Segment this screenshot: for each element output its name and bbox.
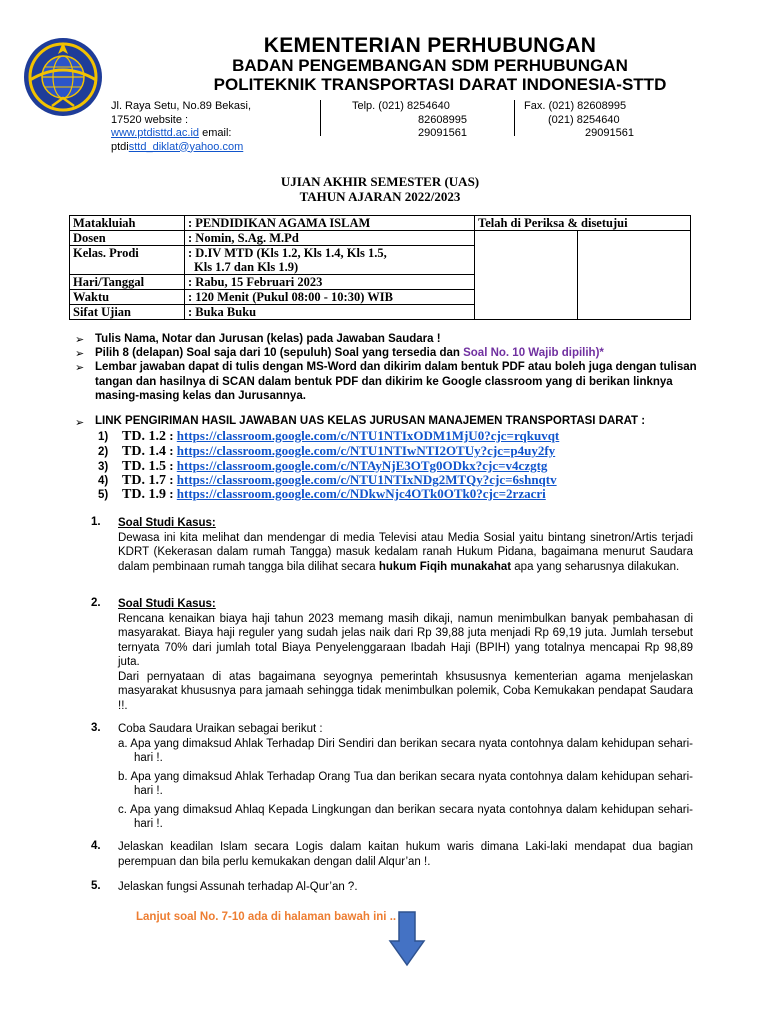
question-2 bbox=[118, 597, 693, 713]
lecturer-label: Dosen bbox=[70, 231, 185, 246]
link-item: 4) TD. 1.7 : https://classroom.google.com/c/NTU1NTIxNDg2MTQy?cjc=6shnqtv bbox=[98, 472, 557, 488]
date-value: : Rabu, 15 Februari 2023 bbox=[185, 275, 475, 290]
course-value: : PENDIDIKAN AGAMA ISLAM bbox=[185, 216, 475, 231]
exam-title-line-2: TAHUN AJARAN 2022/2023 bbox=[299, 189, 461, 204]
links-heading: LINK PENGIRIMAN HASIL JAWABAN UAS KELAS JURUSAN MANAJEMEN TRANSPORTASI DARAT : bbox=[95, 415, 646, 427]
website-line: www.ptdisttd.ac.id email: bbox=[111, 127, 232, 139]
question-heading: Soal Studi Kasus: bbox=[118, 517, 216, 529]
question-number: 4. bbox=[91, 840, 101, 852]
question-number: 2. bbox=[91, 597, 101, 609]
continue-note: Lanjut soal No. 7-10 ada di halaman bawah ini .. bbox=[136, 911, 397, 923]
exam-type-value: : Buka Buku bbox=[185, 305, 475, 320]
link-item: 3) TD. 1.5 : https://classroom.google.com/c/NTAyNjE3OTg0ODkx?cjc=v4czgtg bbox=[98, 458, 548, 474]
link-item: 2) TD. 1.4 : https://classroom.google.com/c/NTU1NTIwNTI2OTUy?cjc=p4uy2fy bbox=[98, 443, 556, 459]
time-value: : 120 Menit (Pukul 08:00 - 10:30) WIB bbox=[185, 290, 475, 305]
kemenhub-logo bbox=[22, 36, 104, 118]
exam-info-table bbox=[69, 215, 691, 320]
question-1 bbox=[118, 516, 693, 574]
classroom-link[interactable]: https://classroom.google.com/c/NDkwNjc4OTk0OTk0?cjc=2rzacri bbox=[176, 486, 546, 501]
header-divider-2 bbox=[514, 100, 515, 136]
email-link[interactable]: sttd_diklat@yahoo.com bbox=[128, 140, 244, 153]
question-5: Jelaskan fungsi Assunah terhadap Al-Qur’an ?. bbox=[118, 881, 358, 893]
exam-title bbox=[200, 174, 560, 204]
link-item: 1) TD. 1.2 : https://classroom.google.com/c/NTU1NTIxODM1MjU0?cjc=rqkuvqt bbox=[98, 428, 560, 444]
instruction-2: Pilih 8 (delapan) Soal saja dari 10 (sepuluh) Soal yang tersedia dan Soal No. 10 Wajib dipilih)* bbox=[95, 347, 604, 359]
classroom-link[interactable]: https://classroom.google.com/c/NTAyNjE3OTg0ODkx?cjc=v4czgtg bbox=[176, 458, 548, 473]
approval-label: Telah di Periksa & disetujui bbox=[475, 216, 691, 231]
question-2-paragraph-1: Rencana kenaikan biaya haji tahun 2023 memang masih dikaji, namun menimbulkan banyak pembahasan di masyarakat. Biaya haji reguler yang sudah jelas naik dari Rp 39,88 juta menjadi Rp 69,19 juta. Jumlah tersebut ternyata 70% dari jumlah total Biaya Penyelenggaraan Ibadah Haji (BPIH) yang totalnya mencapai Rp 98,89 juta. bbox=[118, 612, 693, 668]
telp-line-2: 82608995 bbox=[418, 113, 467, 126]
question-heading: Soal Studi Kasus: bbox=[118, 598, 216, 610]
question-2-paragraph-2: Dari pernyataan di atas bagaimana seyognya pemerintah khsususnya kementerian agama menjelaskan masyarakat khususnya para jamaah sehingga tidak menimbulkan polemik, Coba Kemukakan pendapat Saudara !!. bbox=[118, 670, 693, 712]
down-arrow-icon bbox=[388, 911, 426, 967]
instruction-1: Tulis Nama, Notar dan Jurusan (kelas) pada Jawaban Saudara ! bbox=[95, 333, 441, 345]
ministry-title: KEMENTERIAN PERHUBUNGAN bbox=[263, 34, 597, 57]
class-value-line-2: Kls 1.7 dan Kls 1.9) bbox=[194, 260, 299, 274]
question-1-text: Dewasa ini kita melihat dan mendengar di media Televisi atau Media Sosial yaitu bintang sinetron/Artis terjadi KDRT (Kekerasan dalam rumah Tangga) masuk kedalam ranah Hukum Pidana, bagaimana menurut Saudara dalam pembinaan rumah tangga bila dilihat secara hukum Fiqih munakahat apa yang seharusnya dilakukan. bbox=[118, 531, 693, 573]
date-label: Hari/Tanggal bbox=[70, 275, 185, 290]
exam-type-label: Sifat Ujian bbox=[70, 305, 185, 320]
class-value bbox=[185, 246, 475, 275]
fax-line-2: (021) 8254640 bbox=[548, 113, 620, 126]
link-item: 5) TD. 1.9 : https://classroom.google.com/c/NDkwNjc4OTk0OTk0?cjc=2rzacri bbox=[98, 486, 546, 502]
time-label: Waktu bbox=[70, 290, 185, 305]
telp-line-3: 29091561 bbox=[418, 127, 467, 139]
classroom-link[interactable]: https://classroom.google.com/c/NTU1NTIwNTI2OTUy?cjc=p4uy2fy bbox=[176, 443, 556, 458]
fax-line-1: Fax. (021) 82608995 bbox=[524, 100, 627, 112]
telp-line-1: Telp. (021) 8254640 bbox=[352, 100, 450, 112]
approval-box-right bbox=[578, 231, 691, 320]
telephone-block bbox=[352, 100, 482, 141]
header-divider-1 bbox=[320, 100, 321, 136]
question-4: Jelaskan keadilan Islam secara Logis dalam kaitan hukum waris dimana Laki-laki mendapat dua bagian perempuan dan bila perlu kemukakan dengan dalil Alqur’an !. bbox=[118, 841, 693, 868]
approval-box-left bbox=[475, 231, 578, 320]
question-3-a: a. Apa yang dimaksud Ahlak Terhadap Diri Sendiri dan berikan secara nyata contohnya dalam kehidupan sehari-hari !. bbox=[118, 737, 693, 764]
lecturer-value: : Nomin, S.Ag. M.Pd bbox=[185, 231, 475, 246]
address-line-1: Jl. Raya Setu, No.89 Bekasi, bbox=[111, 100, 252, 112]
question-number: 3. bbox=[91, 722, 101, 734]
bullet-arrow-icon: ➢ bbox=[75, 348, 85, 360]
class-label: Kelas. Prodi bbox=[70, 246, 185, 275]
question-number: 1. bbox=[91, 516, 101, 528]
instruction-3: Lembar jawaban dapat di tulis dengan MS-Word dan dikirim dalam bentuk PDF atau boleh juga dengan tulisan tangan dan hasilnya di SCAN dalam bentuk PDF dan dikirim ke Google classroom yang di berikan linknya masing-masing kelas dan Jurusannya. bbox=[95, 361, 697, 402]
bullet-arrow-icon: ➢ bbox=[75, 417, 85, 429]
email-line: ptdisttd_diklat@yahoo.com bbox=[111, 140, 244, 153]
agency-title: BADAN PENGEMBANGAN SDM PERHUBUNGAN bbox=[232, 56, 628, 75]
class-value-line-1: : D.IV MTD (Kls 1.2, Kls 1.4, Kls 1.5, bbox=[188, 246, 387, 260]
website-link[interactable]: www.ptdisttd.ac.id bbox=[111, 127, 200, 139]
classroom-link[interactable]: https://classroom.google.com/c/NTU1NTIxNDg2MTQy?cjc=6shnqtv bbox=[176, 472, 557, 487]
course-label: Matakluiah bbox=[70, 216, 185, 231]
mandatory-note: Soal No. 10 Wajib dipilih)* bbox=[463, 347, 604, 359]
address-line-2: 17520 website : bbox=[111, 113, 189, 126]
fax-block bbox=[524, 100, 674, 141]
question-3-c: c. Apa yang dimaksud Ahlaq Kepada Lingkungan dan berikan secara nyata contohnya dalam kehidupan sehari-hari !. bbox=[118, 803, 693, 830]
classroom-link[interactable]: https://classroom.google.com/c/NTU1NTIxODM1MjU0?cjc=rqkuvqt bbox=[176, 428, 560, 443]
question-3-intro: Coba Saudara Uraikan sebagai berikut : bbox=[118, 723, 323, 735]
bullet-arrow-icon: ➢ bbox=[75, 334, 85, 346]
address-block bbox=[111, 100, 316, 154]
institution-title: POLITEKNIK TRANSPORTASI DARAT INDONESIA-STTD bbox=[213, 75, 667, 94]
question-3 bbox=[118, 722, 693, 832]
question-3-b: b. Apa yang dimaksud Ahlak Terhadap Orang Tua dan berikan secara nyata contohnya dalam kehidupan sehari-hari !. bbox=[118, 770, 693, 797]
bullet-arrow-icon: ➢ bbox=[75, 362, 85, 374]
exam-title-line-1: UJIAN AKHIR SEMESTER (UAS) bbox=[280, 174, 480, 189]
fax-line-3: 29091561 bbox=[585, 127, 634, 139]
question-number: 5. bbox=[91, 880, 101, 892]
